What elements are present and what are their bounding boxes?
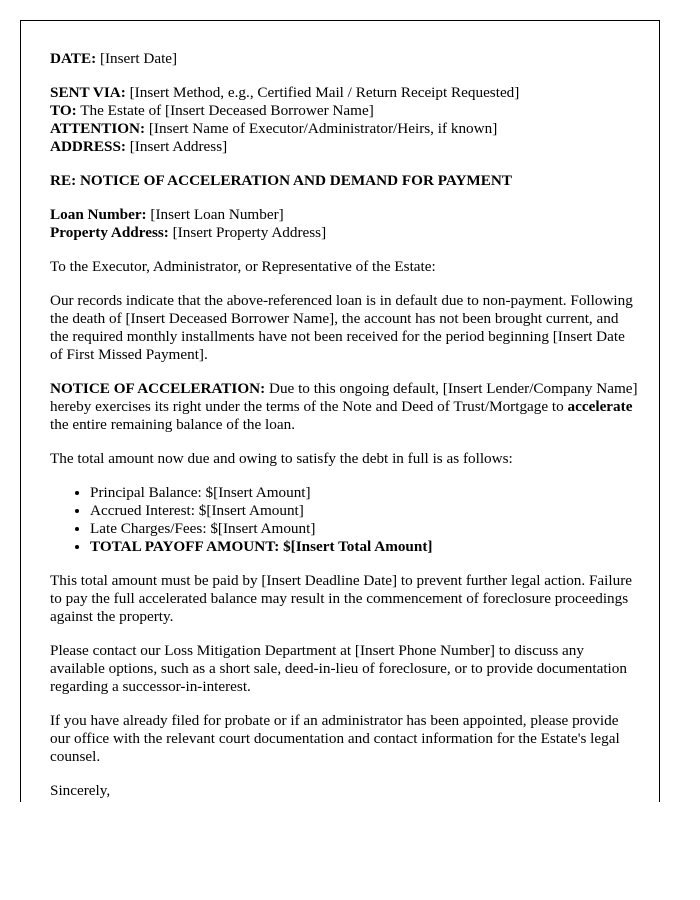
late-charges-item: • Late Charges/Fees: $[Insert Amount] xyxy=(90,520,640,538)
loan-number-value: [Insert Loan Number] xyxy=(150,206,284,223)
subject-line xyxy=(50,172,640,190)
property-address-label: Property Address: xyxy=(50,224,169,241)
amount-list xyxy=(50,484,640,556)
sent-via-label: SENT VIA: xyxy=(50,84,126,101)
attention-line xyxy=(50,120,640,138)
deadline-paragraph: This total amount must be paid by [Insert Deadline Date] to prevent further legal action. Failure to pay the full accelerated balance may result in the commencement of foreclosure proceedings against the property. xyxy=(50,572,633,625)
attention-value: [Insert Name of Executor/Administrator/Heirs, if known] xyxy=(148,120,498,137)
acceleration-label: NOTICE OF ACCELERATION: xyxy=(50,380,266,397)
to-value: The Estate of [Insert Deceased Borrower Name] xyxy=(80,102,374,119)
loan-block xyxy=(50,206,640,242)
acceleration-text-before: Due to this ongoing default, [Insert Lender/Company Name] hereby exercises its right under the terms of the Note and Deed of Trust/Mortgage to xyxy=(50,380,638,415)
probate-paragraph: If you have already filed for probate or if an administrator has been appointed, please provide our office with the relevant court documentation and contact information for the Estate's legal counsel. xyxy=(50,712,620,765)
subject-text: RE: NOTICE OF ACCELERATION AND DEMAND FOR PAYMENT xyxy=(50,172,512,189)
to-line xyxy=(50,102,640,120)
to-label: TO: xyxy=(50,102,77,119)
date-label: DATE: xyxy=(50,50,97,67)
date-value: [Insert Date] xyxy=(99,50,178,67)
acceleration-paragraph xyxy=(50,380,640,434)
total-text: TOTAL PAYOFF AMOUNT: $[Insert Total Amount] xyxy=(90,538,433,555)
address-line xyxy=(50,138,640,156)
contact-paragraph: Please contact our Loss Mitigation Department at [Insert Phone Number] to discuss any available options, such as a short sale, deed-in-lieu of foreclosure, or to provide documentation regarding a successor-in-interest. xyxy=(50,642,627,695)
sent-via-line xyxy=(50,84,640,102)
interest-item: • Accrued Interest: $[Insert Amount] xyxy=(90,502,640,520)
letter-content xyxy=(50,50,640,802)
default-paragraph: Our records indicate that the above-referenced loan is in default due to non-payment. Following the death of [Insert Deceased Borrower Name], the account has not been brought current, and the required monthly installments have not been received for the period beginning [Insert Date of First Missed Payment]. xyxy=(50,292,633,363)
property-address-line xyxy=(50,224,640,242)
loan-number-line xyxy=(50,206,640,224)
property-address-value: [Insert Property Address] xyxy=(172,224,327,241)
loan-number-label: Loan Number: xyxy=(50,206,147,223)
acceleration-emphasis: accelerate xyxy=(567,398,633,415)
recipient-block xyxy=(50,84,640,156)
letter-page xyxy=(20,20,660,802)
closing: Sincerely, xyxy=(50,782,111,799)
sent-via-value: [Insert Method, e.g., Certified Mail / Return Receipt Requested] xyxy=(129,84,520,101)
address-label: ADDRESS: xyxy=(50,138,126,155)
acceleration-text-after: the entire remaining balance of the loan. xyxy=(50,416,296,433)
total-item xyxy=(90,538,640,556)
address-value: [Insert Address] xyxy=(129,138,228,155)
date-line xyxy=(50,50,640,68)
salutation: To the Executor, Administrator, or Representative of the Estate: xyxy=(50,258,436,275)
attention-label: ATTENTION: xyxy=(50,120,146,137)
principal-item: • Principal Balance: $[Insert Amount] xyxy=(90,484,640,502)
amount-intro: The total amount now due and owing to satisfy the debt in full is as follows: xyxy=(50,450,513,467)
